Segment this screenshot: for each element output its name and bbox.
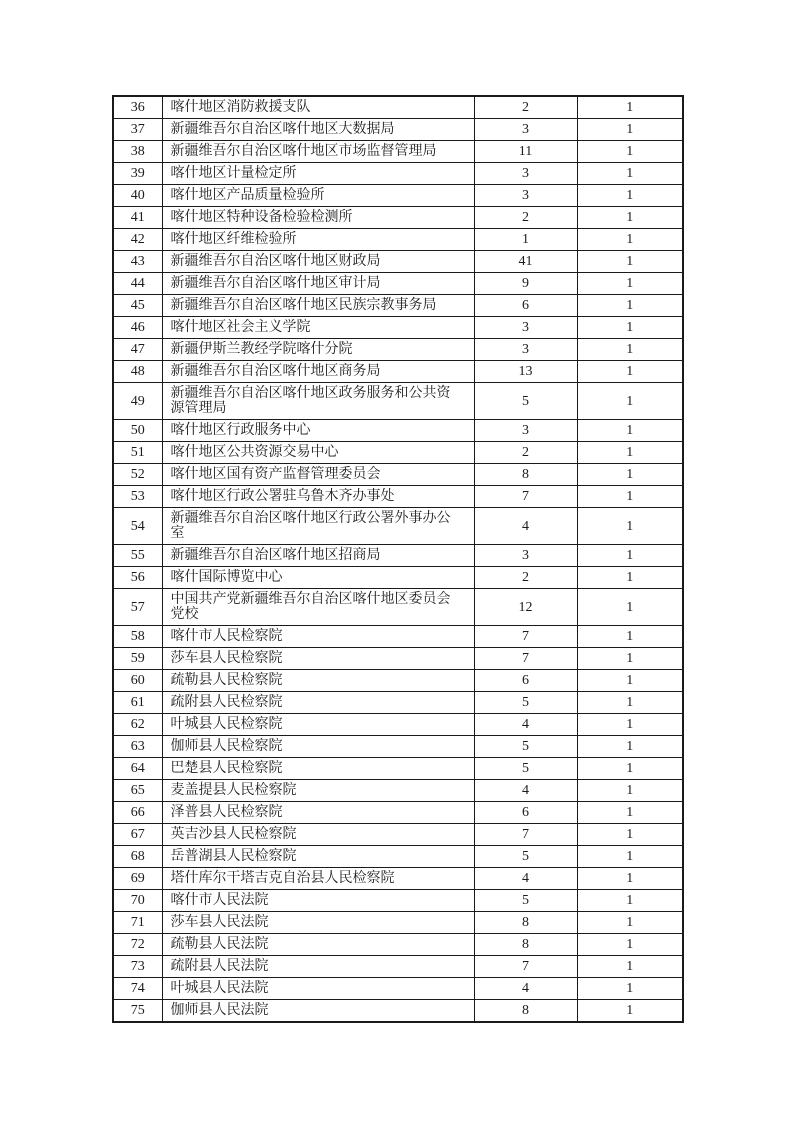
row-number-cell: 39 — [113, 163, 162, 185]
flag-cell: 1 — [577, 420, 683, 442]
org-name-cell: 新疆维吾尔自治区喀什地区市场监督管理局 — [162, 141, 474, 163]
org-name-cell: 新疆维吾尔自治区喀什地区政务服务和公共资源管理局 — [162, 383, 474, 420]
row-number-cell: 67 — [113, 824, 162, 846]
flag-cell: 1 — [577, 317, 683, 339]
count-cell: 8 — [474, 934, 577, 956]
count-cell: 2 — [474, 96, 577, 119]
flag-cell: 1 — [577, 648, 683, 670]
flag-cell: 1 — [577, 846, 683, 868]
org-name-cell: 喀什国际博览中心 — [162, 567, 474, 589]
table-row — [113, 207, 683, 229]
count-cell: 12 — [474, 589, 577, 626]
row-number-cell: 49 — [113, 383, 162, 420]
row-number-cell: 43 — [113, 251, 162, 273]
row-number-cell: 74 — [113, 978, 162, 1000]
table-row — [113, 251, 683, 273]
table-row — [113, 692, 683, 714]
flag-cell: 1 — [577, 229, 683, 251]
table-row — [113, 802, 683, 824]
row-number-cell: 53 — [113, 486, 162, 508]
table-row — [113, 442, 683, 464]
count-cell: 3 — [474, 317, 577, 339]
count-cell: 7 — [474, 824, 577, 846]
count-cell: 7 — [474, 648, 577, 670]
org-name-cell: 喀什地区计量检定所 — [162, 163, 474, 185]
flag-cell: 1 — [577, 339, 683, 361]
row-number-cell: 45 — [113, 295, 162, 317]
count-cell: 3 — [474, 420, 577, 442]
count-cell: 8 — [474, 464, 577, 486]
flag-cell: 1 — [577, 758, 683, 780]
org-name-cell: 喀什地区纤维检验所 — [162, 229, 474, 251]
flag-cell: 1 — [577, 934, 683, 956]
row-number-cell: 44 — [113, 273, 162, 295]
count-cell: 6 — [474, 670, 577, 692]
org-name-cell: 莎车县人民法院 — [162, 912, 474, 934]
org-name-cell: 喀什地区行政服务中心 — [162, 420, 474, 442]
flag-cell: 1 — [577, 802, 683, 824]
row-number-cell: 66 — [113, 802, 162, 824]
org-name-cell: 喀什地区行政公署驻乌鲁木齐办事处 — [162, 486, 474, 508]
count-cell: 2 — [474, 207, 577, 229]
table-row — [113, 956, 683, 978]
flag-cell: 1 — [577, 868, 683, 890]
org-name-cell: 疏勒县人民法院 — [162, 934, 474, 956]
count-cell: 13 — [474, 361, 577, 383]
flag-cell: 1 — [577, 692, 683, 714]
row-number-cell: 69 — [113, 868, 162, 890]
flag-cell: 1 — [577, 207, 683, 229]
table-row — [113, 648, 683, 670]
org-name-cell: 叶城县人民检察院 — [162, 714, 474, 736]
row-number-cell: 40 — [113, 185, 162, 207]
flag-cell: 1 — [577, 119, 683, 141]
table-row — [113, 486, 683, 508]
count-cell: 6 — [474, 802, 577, 824]
row-number-cell: 51 — [113, 442, 162, 464]
table-row — [113, 626, 683, 648]
table-row — [113, 1000, 683, 1023]
table-row — [113, 714, 683, 736]
org-name-cell: 喀什市人民检察院 — [162, 626, 474, 648]
org-name-cell: 巴楚县人民检察院 — [162, 758, 474, 780]
count-cell: 7 — [474, 486, 577, 508]
flag-cell: 1 — [577, 780, 683, 802]
org-name-cell: 岳普湖县人民检察院 — [162, 846, 474, 868]
org-name-cell: 麦盖提县人民检察院 — [162, 780, 474, 802]
table-row — [113, 273, 683, 295]
org-name-cell: 喀什地区特种设备检验检测所 — [162, 207, 474, 229]
row-number-cell: 59 — [113, 648, 162, 670]
count-cell: 5 — [474, 890, 577, 912]
table-row — [113, 589, 683, 626]
org-name-cell: 喀什地区消防救援支队 — [162, 96, 474, 119]
table-row — [113, 934, 683, 956]
org-name-cell: 新疆伊斯兰教经学院喀什分院 — [162, 339, 474, 361]
table-row — [113, 383, 683, 420]
count-cell: 4 — [474, 714, 577, 736]
table-row — [113, 567, 683, 589]
table-row — [113, 141, 683, 163]
org-name-cell: 新疆维吾尔自治区喀什地区招商局 — [162, 545, 474, 567]
flag-cell: 1 — [577, 251, 683, 273]
row-number-cell: 56 — [113, 567, 162, 589]
flag-cell: 1 — [577, 824, 683, 846]
row-number-cell: 50 — [113, 420, 162, 442]
count-cell: 7 — [474, 626, 577, 648]
flag-cell: 1 — [577, 141, 683, 163]
row-number-cell: 72 — [113, 934, 162, 956]
count-cell: 8 — [474, 912, 577, 934]
flag-cell: 1 — [577, 736, 683, 758]
org-name-cell: 喀什地区社会主义学院 — [162, 317, 474, 339]
flag-cell: 1 — [577, 956, 683, 978]
flag-cell: 1 — [577, 978, 683, 1000]
count-cell: 2 — [474, 442, 577, 464]
table-row — [113, 508, 683, 545]
count-cell: 11 — [474, 141, 577, 163]
flag-cell: 1 — [577, 486, 683, 508]
table-row — [113, 912, 683, 934]
flag-cell: 1 — [577, 890, 683, 912]
row-number-cell: 41 — [113, 207, 162, 229]
row-number-cell: 38 — [113, 141, 162, 163]
org-name-cell: 新疆维吾尔自治区喀什地区审计局 — [162, 273, 474, 295]
table-row — [113, 736, 683, 758]
table-row — [113, 846, 683, 868]
flag-cell: 1 — [577, 96, 683, 119]
org-name-cell: 莎车县人民检察院 — [162, 648, 474, 670]
table-row — [113, 978, 683, 1000]
count-cell: 3 — [474, 119, 577, 141]
flag-cell: 1 — [577, 383, 683, 420]
org-name-cell: 新疆维吾尔自治区喀什地区民族宗教事务局 — [162, 295, 474, 317]
count-cell: 4 — [474, 978, 577, 1000]
flag-cell: 1 — [577, 361, 683, 383]
count-cell: 5 — [474, 383, 577, 420]
table-row — [113, 420, 683, 442]
org-table-body — [113, 96, 683, 1022]
flag-cell: 1 — [577, 567, 683, 589]
row-number-cell: 71 — [113, 912, 162, 934]
row-number-cell: 47 — [113, 339, 162, 361]
table-row — [113, 670, 683, 692]
org-name-cell: 喀什地区公共资源交易中心 — [162, 442, 474, 464]
table-row — [113, 361, 683, 383]
row-number-cell: 55 — [113, 545, 162, 567]
org-name-cell: 新疆维吾尔自治区喀什地区商务局 — [162, 361, 474, 383]
count-cell: 41 — [474, 251, 577, 273]
row-number-cell: 57 — [113, 589, 162, 626]
row-number-cell: 52 — [113, 464, 162, 486]
table-row — [113, 464, 683, 486]
table-row — [113, 96, 683, 119]
table-row — [113, 163, 683, 185]
flag-cell: 1 — [577, 589, 683, 626]
table-row — [113, 317, 683, 339]
row-number-cell: 37 — [113, 119, 162, 141]
org-name-cell: 伽师县人民法院 — [162, 1000, 474, 1023]
org-name-cell: 泽普县人民检察院 — [162, 802, 474, 824]
count-cell: 1 — [474, 229, 577, 251]
count-cell: 4 — [474, 780, 577, 802]
table-row — [113, 185, 683, 207]
table-row — [113, 119, 683, 141]
org-name-cell: 新疆维吾尔自治区喀什地区财政局 — [162, 251, 474, 273]
flag-cell: 1 — [577, 163, 683, 185]
table-row — [113, 229, 683, 251]
org-name-cell: 新疆维吾尔自治区喀什地区大数据局 — [162, 119, 474, 141]
count-cell: 7 — [474, 956, 577, 978]
count-cell: 2 — [474, 567, 577, 589]
row-number-cell: 48 — [113, 361, 162, 383]
org-name-cell: 塔什库尔干塔吉克自治县人民检察院 — [162, 868, 474, 890]
row-number-cell: 63 — [113, 736, 162, 758]
org-name-cell: 疏附县人民检察院 — [162, 692, 474, 714]
org-name-cell: 疏附县人民法院 — [162, 956, 474, 978]
row-number-cell: 42 — [113, 229, 162, 251]
flag-cell: 1 — [577, 464, 683, 486]
table-row — [113, 890, 683, 912]
count-cell: 5 — [474, 692, 577, 714]
row-number-cell: 68 — [113, 846, 162, 868]
count-cell: 3 — [474, 339, 577, 361]
org-name-cell: 英吉沙县人民检察院 — [162, 824, 474, 846]
flag-cell: 1 — [577, 508, 683, 545]
org-name-cell: 叶城县人民法院 — [162, 978, 474, 1000]
row-number-cell: 62 — [113, 714, 162, 736]
count-cell: 4 — [474, 508, 577, 545]
count-cell: 5 — [474, 736, 577, 758]
row-number-cell: 54 — [113, 508, 162, 545]
row-number-cell: 61 — [113, 692, 162, 714]
count-cell: 3 — [474, 185, 577, 207]
count-cell: 6 — [474, 295, 577, 317]
org-name-cell: 伽师县人民检察院 — [162, 736, 474, 758]
table-row — [113, 758, 683, 780]
row-number-cell: 65 — [113, 780, 162, 802]
org-name-cell: 新疆维吾尔自治区喀什地区行政公署外事办公室 — [162, 508, 474, 545]
count-cell: 4 — [474, 868, 577, 890]
table-row — [113, 868, 683, 890]
flag-cell: 1 — [577, 1000, 683, 1023]
org-name-cell: 喀什地区国有资产监督管理委员会 — [162, 464, 474, 486]
count-cell: 9 — [474, 273, 577, 295]
row-number-cell: 46 — [113, 317, 162, 339]
flag-cell: 1 — [577, 185, 683, 207]
org-table — [112, 95, 684, 1023]
row-number-cell: 60 — [113, 670, 162, 692]
flag-cell: 1 — [577, 295, 683, 317]
org-name-cell: 喀什市人民法院 — [162, 890, 474, 912]
row-number-cell: 75 — [113, 1000, 162, 1023]
count-cell: 3 — [474, 163, 577, 185]
flag-cell: 1 — [577, 626, 683, 648]
row-number-cell: 70 — [113, 890, 162, 912]
flag-cell: 1 — [577, 912, 683, 934]
count-cell: 5 — [474, 758, 577, 780]
flag-cell: 1 — [577, 545, 683, 567]
flag-cell: 1 — [577, 442, 683, 464]
org-name-cell: 喀什地区产品质量检验所 — [162, 185, 474, 207]
org-name-cell: 中国共产党新疆维吾尔自治区喀什地区委员会党校 — [162, 589, 474, 626]
table-row — [113, 824, 683, 846]
count-cell: 8 — [474, 1000, 577, 1023]
flag-cell: 1 — [577, 714, 683, 736]
org-name-cell: 疏勒县人民检察院 — [162, 670, 474, 692]
row-number-cell: 64 — [113, 758, 162, 780]
count-cell: 5 — [474, 846, 577, 868]
table-row — [113, 545, 683, 567]
flag-cell: 1 — [577, 273, 683, 295]
table-row — [113, 780, 683, 802]
flag-cell: 1 — [577, 670, 683, 692]
row-number-cell: 73 — [113, 956, 162, 978]
table-row — [113, 295, 683, 317]
row-number-cell: 58 — [113, 626, 162, 648]
row-number-cell: 36 — [113, 96, 162, 119]
table-row — [113, 339, 683, 361]
count-cell: 3 — [474, 545, 577, 567]
